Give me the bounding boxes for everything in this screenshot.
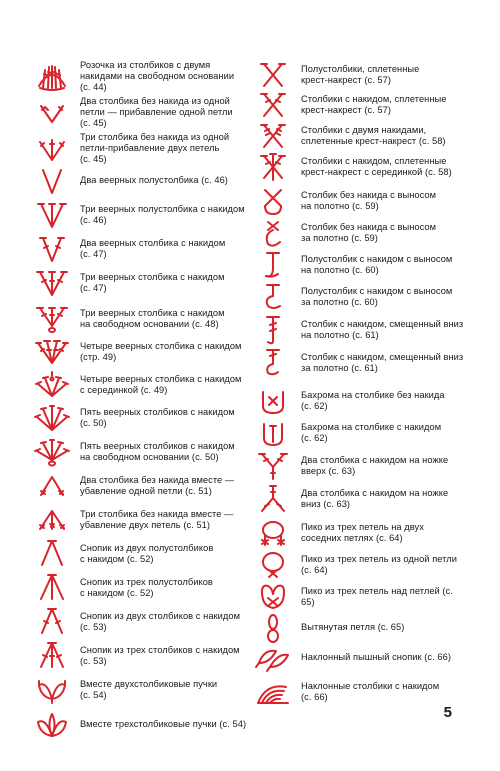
legend-entry: [34, 573, 213, 603]
legend-entry: [34, 234, 225, 264]
legend-text: Наклонные столбики с накидом (с. 66): [301, 680, 440, 702]
legend-text: Пять веерных столбиков с накидом (с. 50): [80, 406, 235, 428]
three-sc-decrease-icon: [34, 505, 70, 535]
legend-text: Два столбика с накидом на ножке вверх (с. 63): [301, 454, 449, 476]
legend-entry: [255, 643, 451, 673]
legend-text: Столбики с накидом, сплетенные крест-накрест (с. 57): [301, 93, 447, 115]
legend-entry: [34, 641, 240, 671]
legend-text: Два столбика без накида из одной петли — прибавление одной петли (с. 45): [80, 96, 233, 129]
legend-text: Снопик из двух полустолбиков с накидом (с. 52): [80, 542, 214, 564]
two-puff-together-icon: [34, 675, 70, 705]
five-fan-dc-free-base-icon: [34, 437, 70, 467]
front-post-hdc-icon: [255, 250, 291, 280]
fringe-dc-icon: [255, 418, 291, 448]
page-number: 5: [443, 704, 452, 721]
legend-entry: [34, 96, 233, 130]
legend-text: Три веерных полустолбика с накидом (с. 46): [80, 203, 245, 225]
legend-entry: [34, 370, 242, 400]
legend-text: Три столбика без накида из одной петли-прибавление двух петель (с. 45): [80, 132, 230, 165]
legend-entry: [34, 132, 229, 166]
picot-one-stitch-icon: [255, 550, 291, 580]
legend-text: Два столбика с накидом на ножке вниз (с. 63): [301, 487, 449, 509]
legend-text: Полустолбик с накидом с выносом за полотно (с. 60): [301, 285, 453, 307]
legend-entry: [255, 121, 446, 151]
legend-entry: [255, 152, 452, 182]
slanted-puff-icon: [255, 643, 291, 673]
two-sc-decrease-icon: [34, 471, 70, 501]
legend-entry: [34, 607, 240, 637]
legend-entry: [34, 437, 235, 467]
crossed-dc-center-icon: [255, 152, 291, 182]
cluster-three-dc-icon: [34, 641, 70, 671]
two-dc-stem-up-icon: [255, 451, 291, 481]
legend-text: Три веерных столбика с накидом на свободном основании (с. 48): [80, 307, 225, 329]
legend-entry: [255, 386, 445, 416]
crossed-dc-icon: [255, 90, 291, 120]
elongated-loop-icon: [255, 613, 291, 643]
five-fan-dc-icon: [34, 403, 70, 433]
back-post-hdc-icon: [255, 282, 291, 312]
legend-entry: [255, 677, 439, 707]
picot-over-stitch-icon: [255, 582, 291, 612]
legend-entry: [255, 582, 453, 612]
legend-entry: [34, 471, 234, 501]
legend-entry: [255, 451, 448, 481]
slanted-dc-icon: [255, 677, 291, 707]
legend-text: Розочка из столбиков с двумя накидами на свободном основании (с. 44): [80, 60, 235, 93]
legend-entry: [255, 90, 446, 120]
cluster-three-hdc-icon: [34, 573, 70, 603]
legend-entry: [34, 200, 245, 230]
legend-text: Столбик с накидом, смещенный вниз за полотно (с. 61): [301, 351, 464, 373]
legend-entry: [255, 484, 448, 514]
legend-text: Три столбика без накида вместе — убавление двух петель (с. 51): [80, 508, 234, 530]
legend-entry: [255, 348, 463, 378]
legend-entry: [34, 403, 235, 433]
legend-text: Вместе трехстолбиковые пучки (с. 54): [80, 719, 247, 730]
legend-text: Бахрома на столбике с накидом (с. 62): [301, 421, 442, 443]
legend-text: Пять веерных столбиков с накидом на свободном основании (с. 50): [80, 440, 235, 462]
front-post-sc-icon: [255, 186, 291, 216]
crossed-slip-icon: [255, 60, 291, 90]
legend-text: Наклонный пышный снопик (с. 66): [301, 652, 451, 663]
legend-text: Четыре веерных столбика с накидом с серединкой (с. 49): [80, 373, 242, 395]
legend-entry: [255, 518, 424, 548]
two-dc-stem-down-icon: [255, 484, 291, 514]
rosette-double-crochet-icon: [34, 62, 70, 92]
legend-entry: [255, 250, 452, 280]
legend-entry: [255, 418, 441, 448]
legend-text: Вместе двухстолбиковые пучки (с. 54): [80, 678, 218, 700]
three-fan-dc-free-base-icon: [34, 304, 70, 334]
legend-text: Снопик из двух столбиков с накидом (с. 53): [80, 610, 241, 632]
crossed-tr-icon: [255, 121, 291, 151]
legend-text: Два веерных столбика с накидом (с. 47): [80, 237, 226, 259]
cluster-hdc-icon: [34, 539, 70, 569]
legend-entry: [255, 550, 457, 580]
two-sc-increase-icon: [34, 98, 70, 128]
legend-entry: [34, 710, 246, 740]
two-fan-slip-stitch-icon: [34, 166, 70, 196]
legend-entry: [34, 268, 225, 298]
three-fan-dc-icon: [34, 268, 70, 298]
front-post-dc-icon: [255, 315, 291, 345]
legend-text: Столбик с накидом, смещенный вниз на полотно (с. 61): [301, 318, 464, 340]
legend-entry: [255, 613, 404, 643]
legend-text: Два столбика без накида вместе — убавление одной петли (с. 51): [80, 474, 235, 496]
legend-text: Столбик без накида с выносом за полотно (с. 59): [301, 221, 437, 243]
three-sc-increase-icon: [34, 134, 70, 164]
legend-text: Столбик без накида с выносом на полотно (с. 59): [301, 189, 437, 211]
four-fan-dc-center-icon: [34, 370, 70, 400]
legend-text: Столбики с двумя накидами, сплетенные крест-накрест (с. 58): [301, 124, 446, 146]
legend-text: Снопик из трех полустолбиков с накидом (с. 52): [80, 576, 213, 598]
four-fan-dc-icon: [34, 337, 70, 367]
legend-entry: [255, 315, 463, 345]
legend-entry: [34, 304, 225, 334]
legend-text: Пико из трех петель из одной петли (с. 64): [301, 553, 458, 575]
three-fan-hdc-icon: [34, 200, 70, 230]
legend-entry: [34, 166, 228, 196]
legend-entry-rosette: [34, 60, 234, 94]
legend-text: Снопик из трех столбиков с накидом (с. 53): [80, 644, 240, 666]
legend-text: Столбики с накидом, сплетенные крест-накрест с серединкой (с. 58): [301, 155, 452, 177]
back-post-dc-icon: [255, 348, 291, 378]
legend-entry: [255, 282, 452, 312]
cluster-two-dc-icon: [34, 607, 70, 637]
legend-text: Полустолбик с накидом с выносом на полотно (с. 60): [301, 253, 453, 275]
legend-entry: [34, 337, 242, 367]
three-puff-together-icon: [34, 710, 70, 740]
legend-text: Полустолбики, сплетенные крест-накрест (с. 57): [301, 63, 420, 85]
legend-text: Три веерных столбика с накидом (с. 47): [80, 271, 225, 293]
legend-text: Вытянутая петля (с. 65): [301, 622, 405, 633]
legend-text: Пико из трех петель на двух соседних петлях (с. 64): [301, 521, 424, 543]
fringe-sc-icon: [255, 386, 291, 416]
legend-entry: [255, 218, 436, 248]
legend-entry: [255, 60, 419, 90]
legend-entry: [34, 505, 233, 535]
legend-text: Два веерных полустолбика (с. 46): [80, 175, 228, 186]
legend-entry: [255, 186, 436, 216]
legend-text: Бахрома на столбике без накида (с. 62): [301, 389, 445, 411]
legend-text: Пико из трех петель над петлей (с. 65): [301, 585, 453, 607]
picot-two-stitches-icon: [255, 518, 291, 548]
legend-entry: [34, 539, 213, 569]
back-post-sc-icon: [255, 218, 291, 248]
legend-text: Четыре веерных столбика с накидом (стр. 49): [80, 340, 242, 362]
two-fan-dc-icon: [34, 234, 70, 264]
legend-entry: [34, 675, 217, 705]
